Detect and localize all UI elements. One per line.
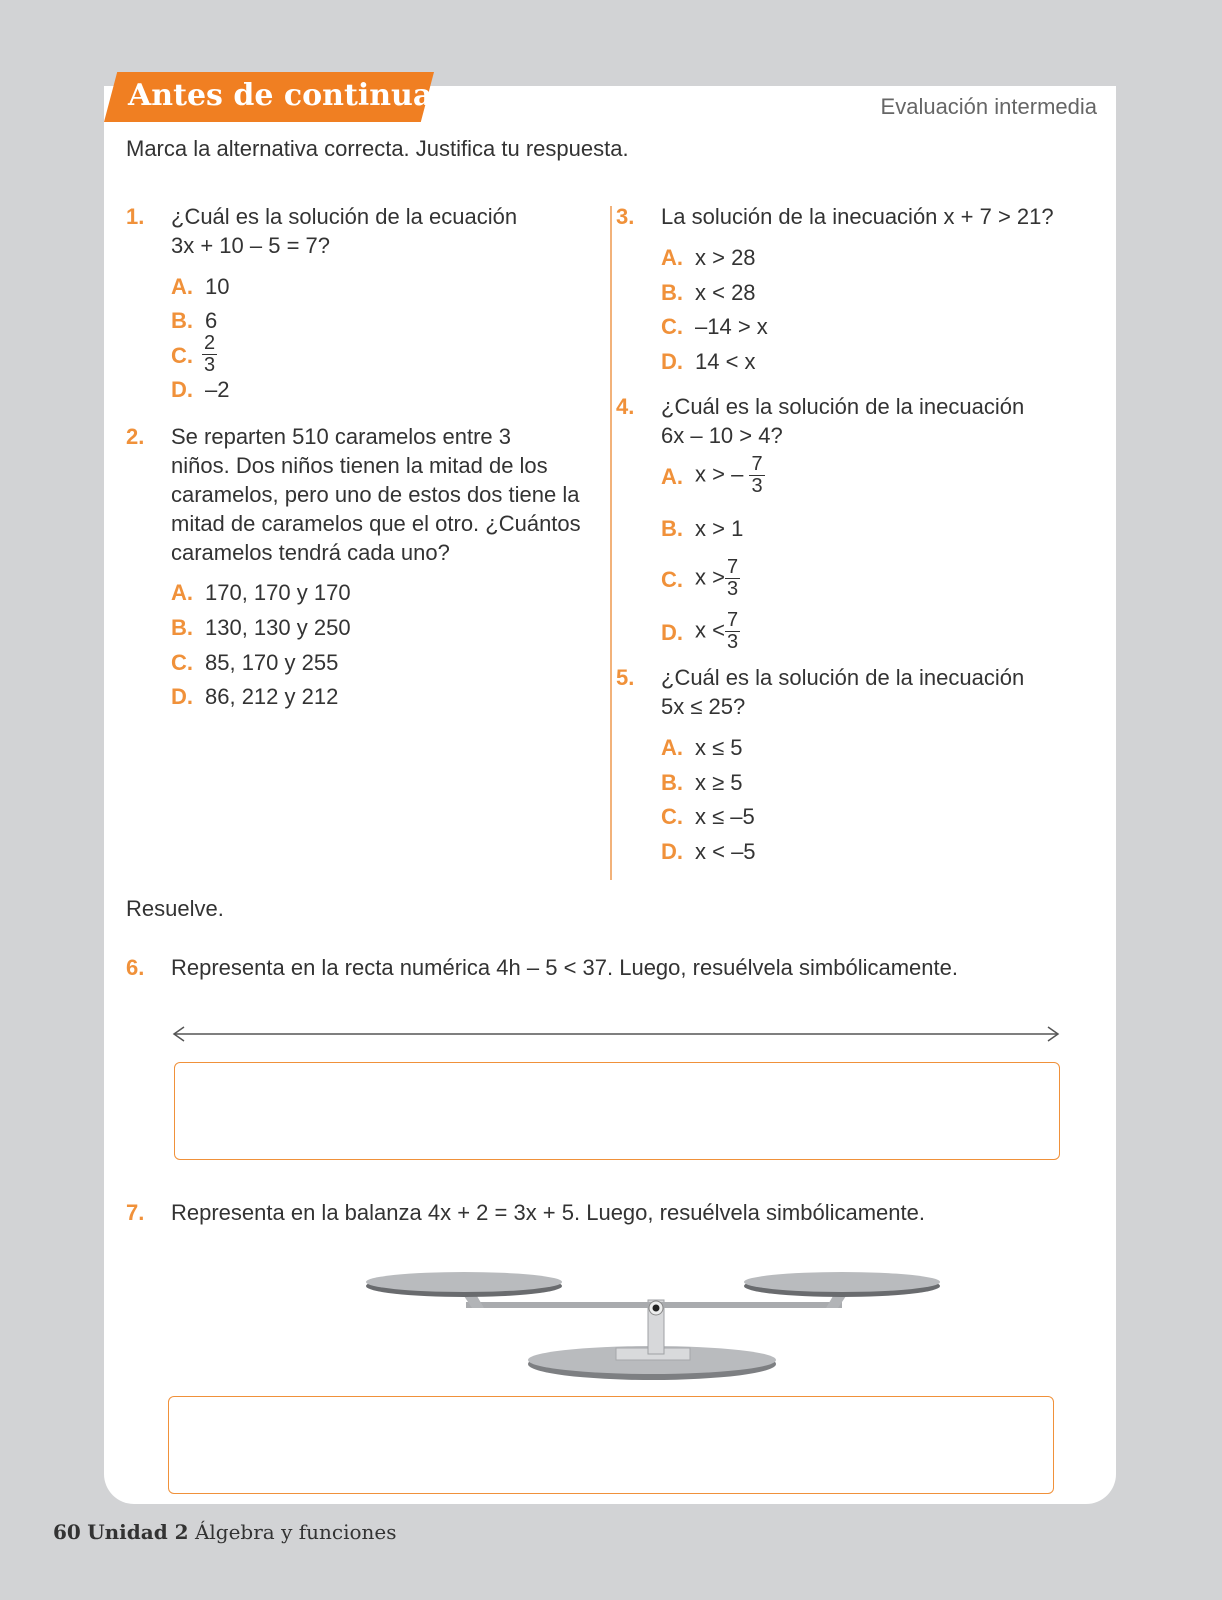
q5-number: 5. xyxy=(616,665,635,690)
q3-b-letter: B. xyxy=(661,280,683,305)
q4-a-denominator: 3 xyxy=(751,475,763,497)
resolve-heading: Resuelve. xyxy=(126,896,224,921)
q5-c-letter: C. xyxy=(661,804,683,829)
q4-a-numerator: 7 xyxy=(751,453,763,475)
q6-number: 6. xyxy=(126,955,145,980)
q3-line1: La solución de la inecuación x + 7 > 21? xyxy=(661,204,1054,229)
q1-a-letter: A. xyxy=(171,274,193,299)
q3-option-a: x > 28 xyxy=(695,245,756,270)
q4-d-denominator: 3 xyxy=(726,631,739,653)
q2-d-letter: D. xyxy=(171,684,193,709)
q1-option-a: 10 xyxy=(205,274,230,299)
q2-a-letter: A. xyxy=(171,580,193,605)
number-line xyxy=(170,1024,1062,1044)
q4-c-numerator: 7 xyxy=(726,556,739,578)
q1-line2: 3x + 10 – 5 = 7? xyxy=(171,233,331,258)
q5-option-d: x < –5 xyxy=(695,839,756,864)
q2-option-d: 86, 212 y 212 xyxy=(205,684,339,709)
q2-line: Se reparten 510 caramelos entre 3 xyxy=(171,424,511,449)
q4-d-letter: D. xyxy=(661,620,683,645)
q4-c-letter: C. xyxy=(661,567,683,592)
page-number: 60 xyxy=(53,1520,81,1544)
q5-option-c: x ≤ –5 xyxy=(695,804,755,829)
q5-line1: ¿Cuál es la solución de la inecuación xyxy=(661,665,1025,690)
q5-option-b: x ≥ 5 xyxy=(695,770,743,795)
q3-number: 3. xyxy=(616,204,635,229)
q4-line1: ¿Cuál es la solución de la inecuación xyxy=(661,394,1025,419)
q5-line2: 5x ≤ 25? xyxy=(661,694,746,719)
q2-number: 2. xyxy=(126,424,145,449)
q4-number: 4. xyxy=(616,394,635,419)
q1-b-letter: B. xyxy=(171,308,193,333)
q1-option-c xyxy=(202,333,217,376)
q5-a-letter: A. xyxy=(661,735,683,760)
balance-scale-illustration xyxy=(360,1258,940,1384)
q3-d-letter: D. xyxy=(661,349,683,374)
q4-line2: 6x – 10 > 4? xyxy=(661,423,783,448)
unit-label: Unidad 2 xyxy=(87,1520,189,1544)
q4-c-denominator: 3 xyxy=(726,578,739,600)
banner-title: Antes de continuar xyxy=(128,78,449,113)
q2-c-letter: C. xyxy=(171,650,193,675)
q2-line: caramelos, pero uno de estos dos tiene la xyxy=(171,482,580,507)
q6-answer-box[interactable] xyxy=(174,1062,1060,1160)
q5-b-letter: B. xyxy=(661,770,683,795)
q3-option-b: x < 28 xyxy=(695,280,756,305)
q7-answer-box[interactable] xyxy=(168,1396,1054,1494)
q4-d-numerator: 7 xyxy=(726,609,739,631)
page-footer xyxy=(53,1520,397,1544)
q7-number: 7. xyxy=(126,1200,145,1225)
q2-line: caramelos tendrá cada uno? xyxy=(171,540,450,565)
q3-option-d: 14 < x xyxy=(695,349,756,374)
q4-a-letter: A. xyxy=(661,464,683,489)
q6-text: Representa en la recta numérica 4h – 5 < 37. Luego, resuélvela simbólicamente. xyxy=(171,955,958,980)
q4-option-b: x > 1 xyxy=(695,516,744,541)
q1-c-letter: C. xyxy=(171,343,193,368)
q1-c-denominator: 3 xyxy=(204,354,216,376)
q2-line: niños. Dos niños tienen la mitad de los xyxy=(171,453,548,478)
q4-c-prefix: x > xyxy=(695,564,725,590)
q4-d-prefix: x < xyxy=(695,617,725,643)
q2-line: mitad de caramelos que el otro. ¿Cuántos xyxy=(171,511,581,536)
q7-text: Representa en la balanza 4x + 2 = 3x + 5. Luego, resuélvela simbólicamente. xyxy=(171,1200,925,1225)
q1-option-d: –2 xyxy=(205,377,230,402)
q2-option-b: 130, 130 y 250 xyxy=(205,615,351,640)
section-label: Evaluación intermedia xyxy=(880,94,1097,119)
q5-option-a: x ≤ 5 xyxy=(695,735,743,760)
q2-b-letter: B. xyxy=(171,615,193,640)
q1-d-letter: D. xyxy=(171,377,193,402)
column-divider xyxy=(610,206,612,880)
q2-option-c: 85, 170 y 255 xyxy=(205,650,339,675)
q4-option-a xyxy=(695,454,765,497)
q3-option-c: –14 > x xyxy=(695,314,768,339)
q4-b-letter: B. xyxy=(661,516,683,541)
q1-number: 1. xyxy=(126,204,145,229)
q1-c-numerator: 2 xyxy=(204,332,216,354)
q1-line1: ¿Cuál es la solución de la ecuación xyxy=(171,204,518,229)
q3-c-letter: C. xyxy=(661,314,683,339)
q1-option-b: 6 xyxy=(205,308,218,333)
topic-label: Álgebra y funciones xyxy=(194,1520,397,1544)
q5-d-letter: D. xyxy=(661,839,683,864)
q3-a-letter: A. xyxy=(661,245,683,270)
q4-option-c xyxy=(695,557,740,600)
q4-option-d xyxy=(695,610,740,653)
q2-option-a: 170, 170 y 170 xyxy=(205,580,351,605)
instruction: Marca la alternativa correcta. Justifica tu respuesta. xyxy=(126,136,629,161)
q4-a-prefix: x > – xyxy=(695,461,744,487)
